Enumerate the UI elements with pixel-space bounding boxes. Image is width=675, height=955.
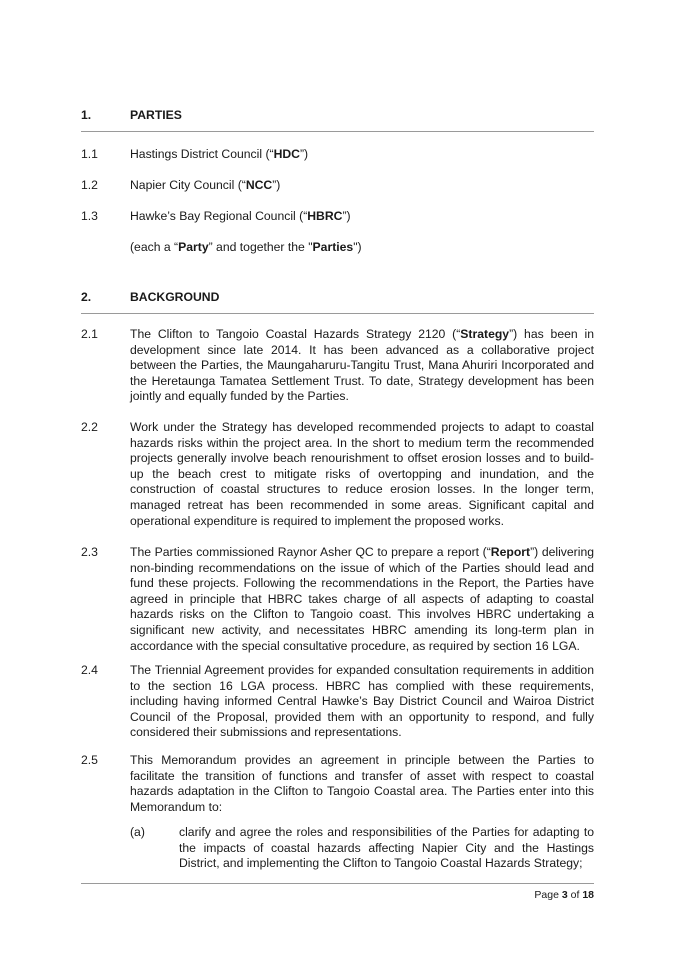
clause-2-3-text: The Parties commissioned Raynor Asher QC to prepare a report (“Report”) delivering non-binding recommendations on the issue of which of the Parties should lead and fund these projects. Following the recommendations in the Report, the Parties have agreed in principle that HBRC takes charge of all aspects of adapting to coastal hazards risks on the Clifton to Tangoio coast. This involves HBRC undertaking a significant new activity, and necessitates HBRC amending its long-term plan in accordance with the special consultative procedure, as required by section 16 LGA. — [130, 545, 594, 653]
footer-rule — [81, 883, 594, 884]
section-2-number: 2. — [81, 290, 92, 304]
clause-2-5-number: 2.5 — [81, 753, 98, 767]
page-number: Page 3 of 18 — [534, 889, 594, 901]
clause-2-4-text: The Triennial Agreement provides for expanded consultation requirements in addition to the section 16 LGA process. HBRC has complied with these requirements, including having informed Central Hawke’s Bay District Council and Wairoa District Council of the Proposal, provided them with an opportunity to respond, and fully considered their submissions and representations. — [130, 663, 594, 740]
clause-1-1-number: 1.1 — [81, 147, 98, 161]
section-1-number: 1. — [81, 108, 92, 122]
clause-2-5-text: This Memorandum provides an agreement in principle between the Parties to facilitate the transition of functions and transfer of asset with respect to coastal hazards adaptation in the Clifton to Tangoio Coastal area. The Parties enter into this Memorandum to: — [130, 753, 594, 814]
subclause-a-text: clarify and agree the roles and responsibilities of the Parties for adapting to the impacts of coastal hazards affecting Napier City and the Hastings District, and implementing the Clifton to Tangoio Coastal Hazards Strategy; — [179, 825, 594, 871]
section-1-rule — [81, 131, 594, 132]
clause-2-1-text: The Clifton to Tangoio Coastal Hazards Strategy 2120 (“Strategy”) has been in development since late 2014. It has been advanced as a collaborative project between the Parties, the Maungaharuru-Tangitu Trust, Mana Ahuriri Incorporated and the Heretaunga Tamatea Settlement Trust. To date, Strategy development has been jointly and equally funded by the Parties. — [130, 327, 594, 404]
clause-2-2-text: Work under the Strategy has developed recommended projects to adapt to coastal hazards risks within the project area. In the short to medium term the recommended projects generally involve beach renourishment to offset erosion losses and to build-up the beach crest to mitigate risks of overtopping and inundation, and the construction of coastal structures to reduce erosion losses. In the longer term, managed retreat has been recommended in some areas. Significant capital and operational expenditure is required to implement the proposed works. — [130, 420, 594, 528]
clause-1-3-number: 1.3 — [81, 209, 98, 223]
clause-1-2-text: Napier City Council (“NCC”) — [130, 178, 281, 192]
clause-2-1-number: 2.1 — [81, 327, 98, 341]
clause-2-4-number: 2.4 — [81, 663, 98, 677]
clause-1-2-number: 1.2 — [81, 178, 98, 192]
clause-1-3-text: Hawke’s Bay Regional Council (“HBRC”) — [130, 209, 351, 223]
section-2-title: BACKGROUND — [130, 290, 220, 304]
subclause-a-label: (a) — [130, 825, 145, 839]
section-1-title: PARTIES — [130, 108, 182, 122]
parties-definition-note: (each a “Party” and together the "Parties") — [130, 240, 362, 254]
clause-2-2-number: 2.2 — [81, 420, 98, 434]
section-2-rule — [81, 313, 594, 314]
clause-2-3-number: 2.3 — [81, 545, 98, 559]
clause-1-1-text: Hastings District Council (“HDC”) — [130, 147, 309, 161]
